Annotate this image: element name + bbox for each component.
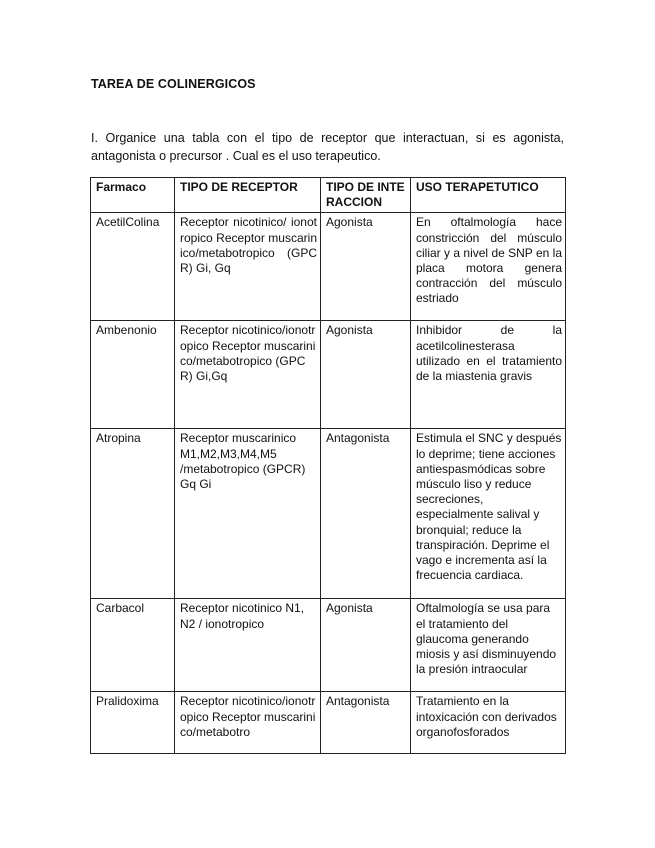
table-row [91, 213, 566, 321]
cell-receptor: Receptor muscarinico M1,M2,M3,M4,M5 /metabotropico (GPCR) Gq Gi [175, 429, 321, 599]
cell-interaccion: Antagonista [321, 429, 411, 599]
cell-interaccion: Agonista [321, 321, 411, 429]
cell-farmaco: Carbacol [91, 599, 175, 692]
cell-farmaco: Ambenonio [91, 321, 175, 429]
cell-interaccion: Agonista [321, 599, 411, 692]
cell-uso: Oftalmología se usa para el tratamiento del glaucoma generando miosis y así disminuyendo la presión intraocular [411, 599, 566, 692]
cell-farmaco: AcetilColina [91, 213, 175, 321]
cell-farmaco: Pralidoxima [91, 692, 175, 754]
header-tipo-receptor: TIPO DE RECEPTOR [175, 178, 321, 213]
colinergicos-table [90, 177, 566, 754]
cell-interaccion: Agonista [321, 213, 411, 321]
cell-receptor: Receptor nicotinico/ionotropico Receptor muscarinico/metabotro [175, 692, 321, 754]
table-header-row [91, 178, 566, 213]
header-tipo-interaccion: TIPO DE INTERACCION [321, 178, 411, 213]
cell-uso: Inhibidor de la acetilcolinesterasa utilizado en el tratamiento de la miastenia gravis [411, 321, 566, 429]
header-uso-terapeutico: USO TERAPETUTICO [411, 178, 566, 213]
cell-receptor: Receptor nicotinico/ionotropico Receptor muscarinico/metabotropico (GPCR) Gi,Gq [175, 321, 321, 429]
cell-uso: En oftalmología hace constricción del músculo ciliar y a nivel de SNP en la placa motora genera contracción del músculo estriado [411, 213, 566, 321]
table-row [91, 321, 566, 429]
document-title: TAREA DE COLINERGICOS [91, 77, 256, 91]
intro-paragraph: I. Organice una tabla con el tipo de receptor que interactuan, si es agonista, antagonista o precursor . Cual es el uso terapeutico. [91, 131, 564, 163]
table-row [91, 429, 566, 599]
table-row [91, 599, 566, 692]
cell-receptor: Receptor nicotinico N1, N2 / ionotropico [175, 599, 321, 692]
table-row [91, 692, 566, 754]
cell-farmaco: Atropina [91, 429, 175, 599]
cell-interaccion: Antagonista [321, 692, 411, 754]
cell-receptor: Receptor nicotinico/ ionotropico Receptor muscarinico/metabotropico (GPCR) Gi, Gq [175, 213, 321, 321]
cell-uso: Estimula el SNC y después lo deprime; tiene acciones antiespasmódicas sobre músculo liso y reduce secreciones, especialmente salival y bronquial; reduce la transpiración. Deprime el vago e incrementa así la frecuencia cardiaca. [411, 429, 566, 599]
cell-uso: Tratamiento en la intoxicación con derivados organofosforados [411, 692, 566, 754]
header-farmaco: Farmaco [91, 178, 175, 213]
